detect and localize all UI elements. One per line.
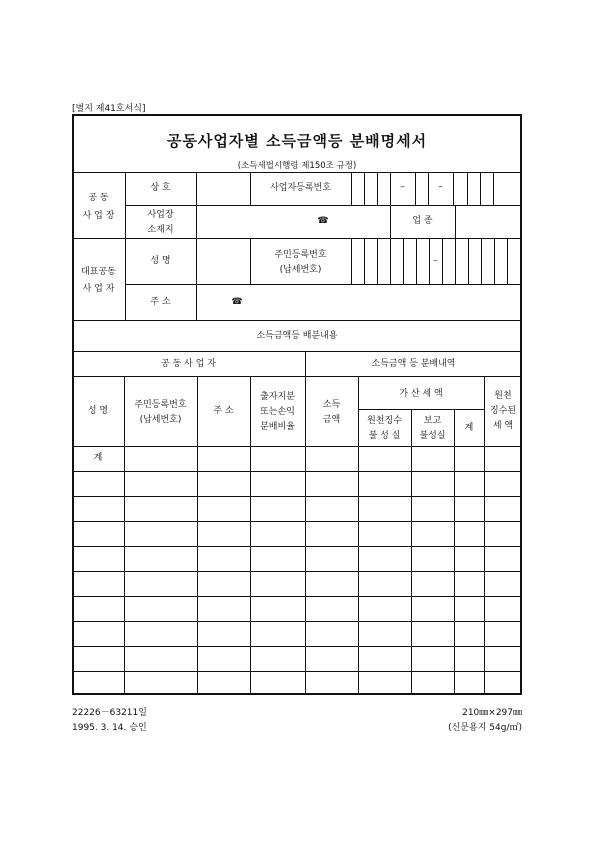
- rule-header-bottom: [72, 172, 522, 173]
- col-header-resident-no: 주민등록번호 (납세번호): [134, 400, 187, 425]
- resident-no-box-line: [494, 238, 495, 284]
- rule-business-field-col: [196, 172, 197, 238]
- footer-form-code: 22226－63211일: [72, 708, 147, 718]
- group-header-income-distribution: 소득금액 등 분배내역: [371, 359, 456, 369]
- reg-no-box-line: [415, 172, 416, 205]
- reg-no-dash: –: [438, 182, 443, 192]
- resident-no-box-line: [403, 238, 404, 284]
- address-label: 주 소: [150, 297, 171, 307]
- representative-label: 대표공동 사 업 자: [81, 267, 116, 294]
- phone-icon: ☎: [231, 297, 243, 307]
- resident-no-box-line: [455, 238, 456, 284]
- col-header-withholding-failure: 원천징수 불 성 실: [367, 416, 402, 441]
- resident-no-dash: –: [433, 256, 438, 266]
- form-title: 공동사업자별 소득금액등 분배명세서: [166, 132, 428, 150]
- reg-no-box-line: [351, 172, 352, 205]
- location-label: 사업장 소재지: [147, 210, 174, 235]
- phone-icon: ☎: [317, 216, 329, 226]
- rule-section-title-bottom: [72, 351, 522, 352]
- business-reg-no-label: 사업자등록번호: [270, 183, 331, 193]
- rule-address-col: [196, 284, 197, 320]
- reg-no-box-line: [467, 172, 468, 205]
- rule-industry-end: [455, 205, 456, 238]
- resident-no-box-line: [377, 238, 378, 284]
- total-row-label: 계: [93, 453, 103, 463]
- resident-no-box-line: [442, 238, 443, 284]
- col-header-additional-tax: 가 산 세 액: [399, 389, 443, 399]
- resident-no-box-line: [351, 238, 352, 284]
- reg-no-box-line: [493, 172, 494, 205]
- table-col-line: [411, 409, 412, 693]
- rule-group-header-bottom: [72, 376, 522, 377]
- col-header-withheld-tax: 원천 징수된 세 액: [489, 391, 517, 431]
- group-header-joint-partners: 공 동 사 업 자: [161, 359, 216, 369]
- resident-no-box-line: [416, 238, 417, 284]
- col-header-sum: 계: [464, 423, 474, 433]
- table-col-line: [454, 409, 455, 693]
- rule-rep-bottom: [72, 320, 522, 321]
- resident-no-label: 주민등록번호 (납세번호): [274, 250, 327, 275]
- rule-rep-mid: [125, 284, 522, 285]
- form-subtitle: (소득세법시행령 제150조 규정): [237, 161, 357, 171]
- reg-no-box-line: [480, 172, 481, 205]
- col-header-income: 소득 금액: [322, 400, 341, 425]
- rep-name-label: 성 명: [150, 256, 171, 266]
- resident-no-box-line: [364, 238, 365, 284]
- col-header-name: 성 명: [87, 406, 109, 416]
- footer-paper-size: 210㎜×297㎜: [462, 708, 522, 718]
- rule-business-mid: [125, 205, 522, 206]
- reg-no-box-line: [364, 172, 365, 205]
- footer-approval-date: 1995. 3. 14. 승인: [72, 723, 147, 733]
- reg-no-box-line: [453, 172, 454, 205]
- rule-rep-name-col: [196, 238, 197, 284]
- form-number-tag: [별지 제41호서식]: [72, 104, 146, 114]
- reg-no-box-line: [377, 172, 378, 205]
- footer-paper-type: (신문용지 54g/㎡): [448, 723, 522, 733]
- joint-business-label: 공 동 사 업 장: [82, 193, 115, 221]
- table-col-line: [197, 376, 198, 693]
- resident-no-box-line: [481, 238, 482, 284]
- resident-no-box-line: [468, 238, 469, 284]
- trade-name-label: 상 호: [150, 183, 171, 193]
- reg-no-dash: –: [400, 182, 405, 192]
- industry-label: 업 종: [412, 216, 433, 226]
- distribution-section-title: 소득금액등 배분내용: [256, 331, 338, 341]
- resident-no-box-line: [390, 238, 391, 284]
- col-header-ratio: 출자지분 또는손익 분배비율: [260, 392, 295, 432]
- rule-additional-tax-bottom: [358, 409, 484, 410]
- rule-rep-label-col: [125, 238, 126, 320]
- resident-no-box-line: [507, 238, 508, 284]
- col-header-address: 주 소: [213, 406, 234, 416]
- col-header-report-failure: 보고 불성실: [419, 416, 446, 441]
